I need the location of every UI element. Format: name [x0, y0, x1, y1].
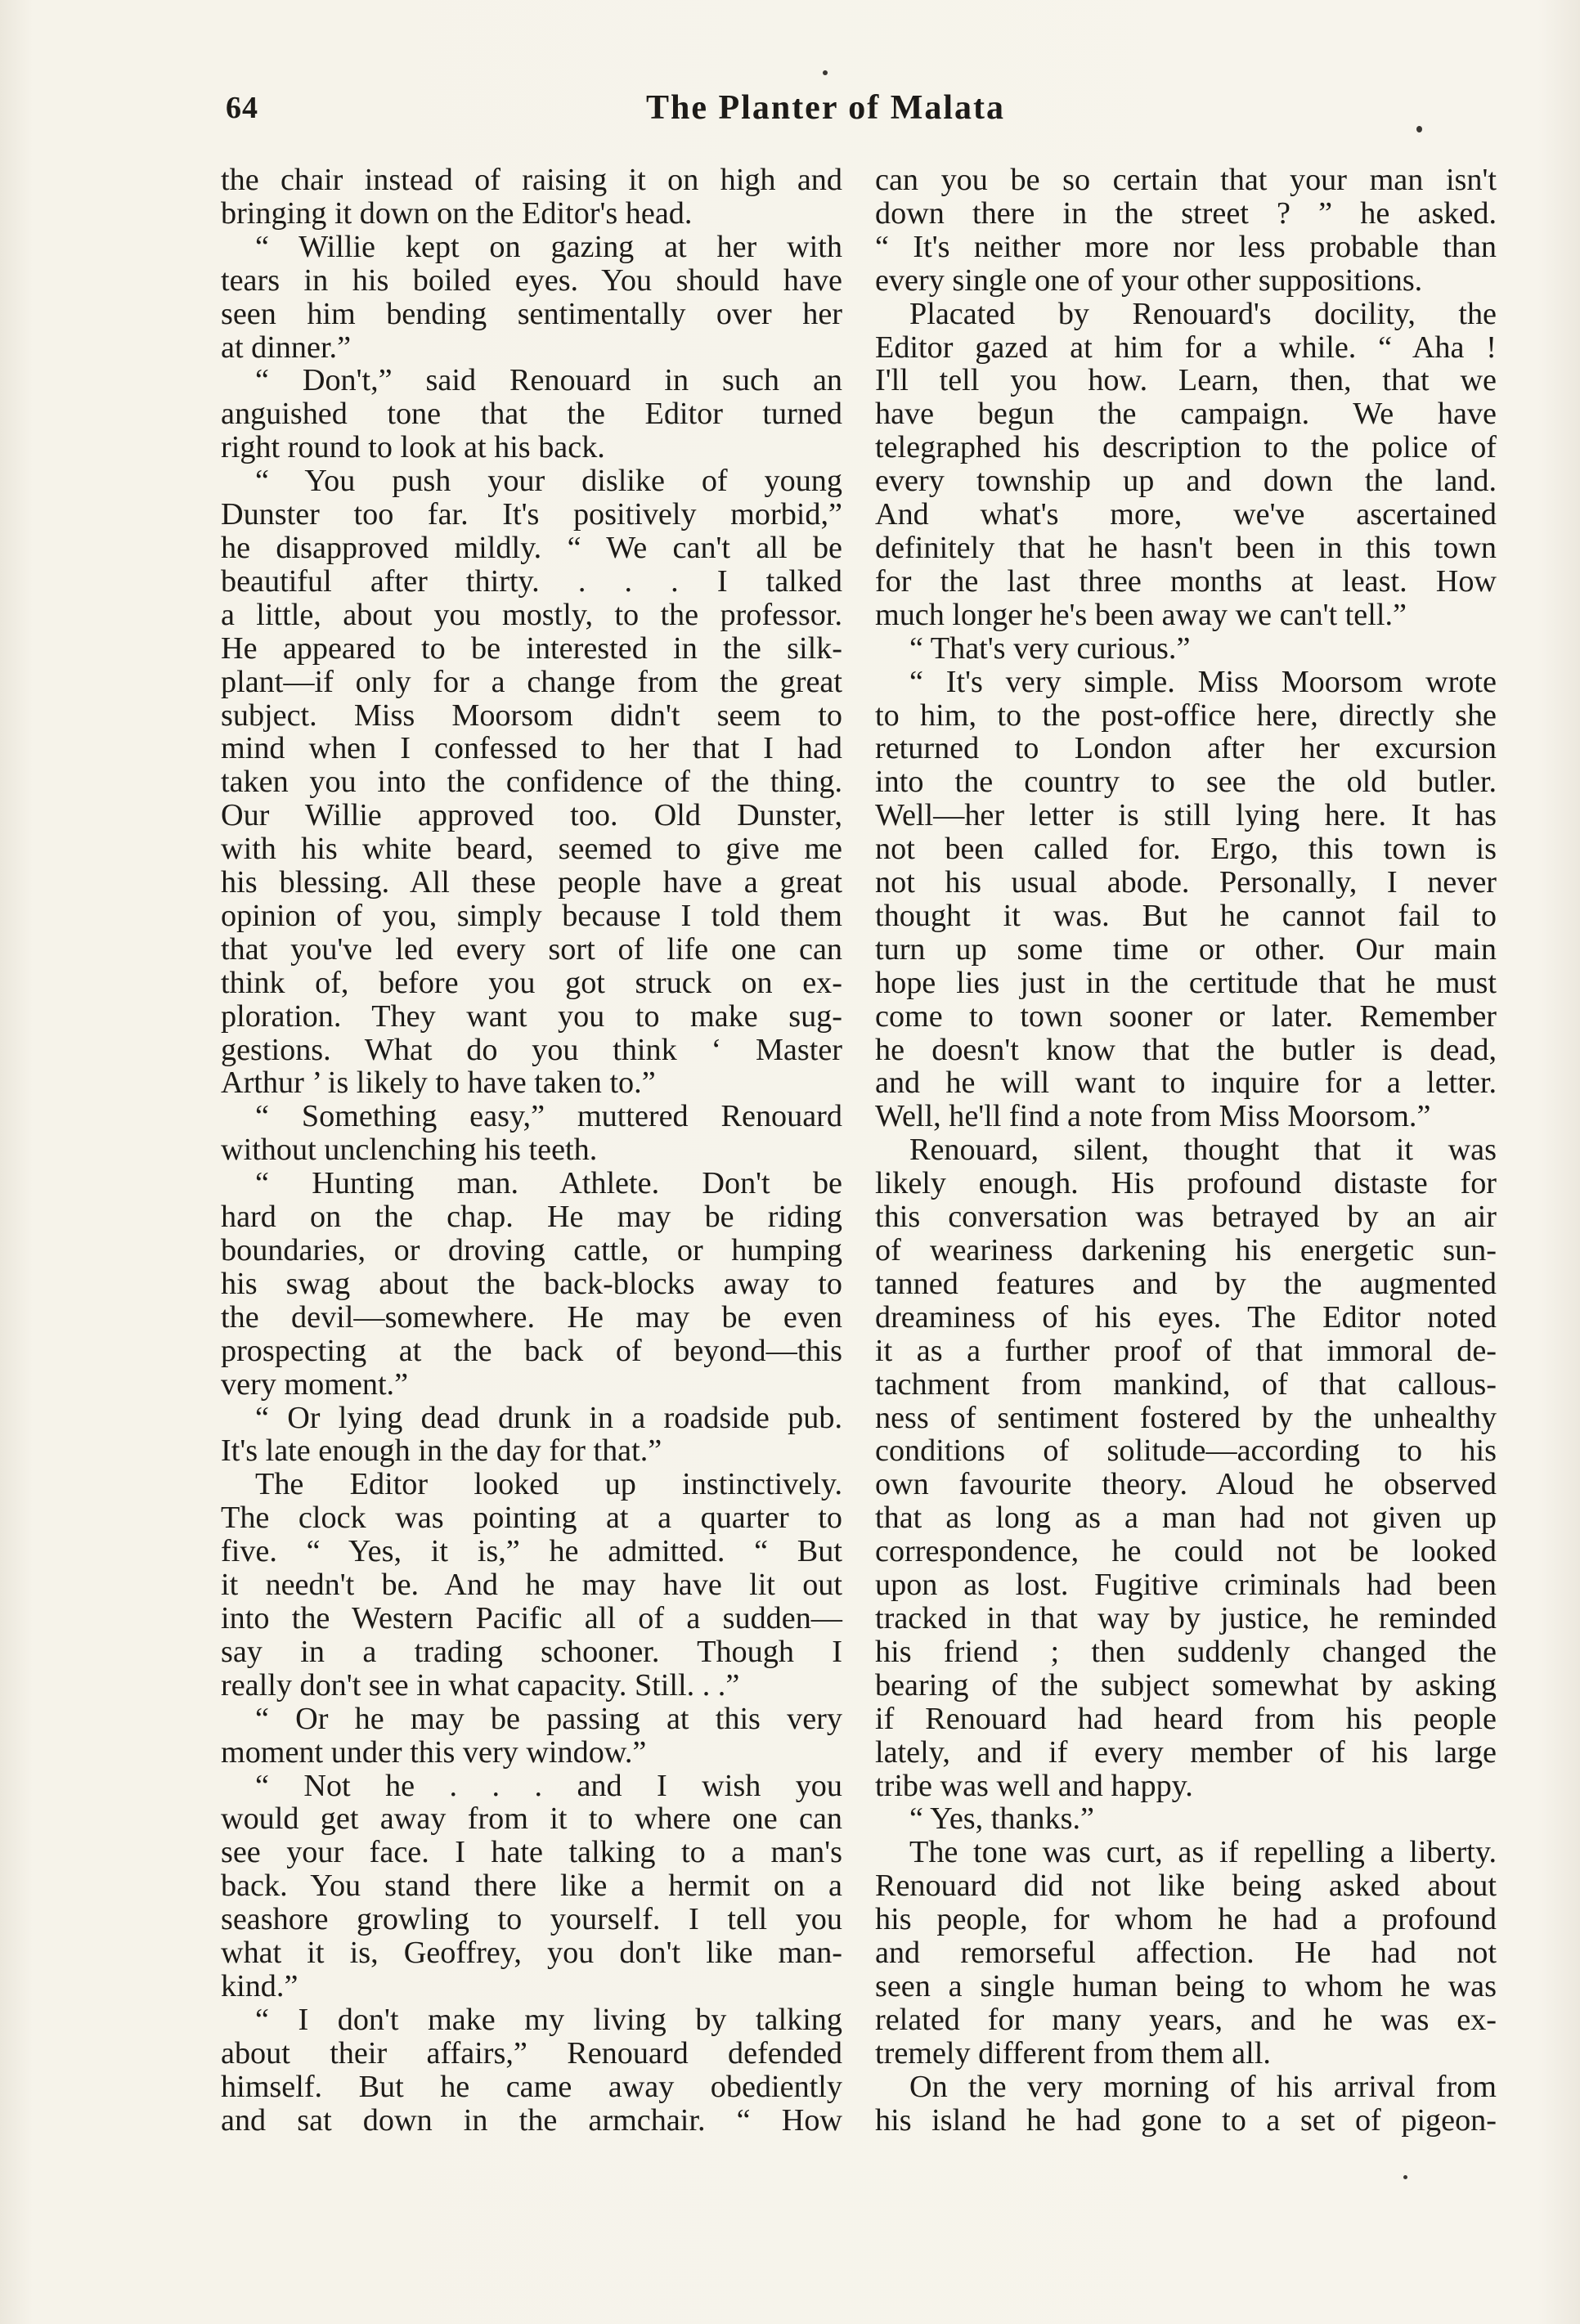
text-line: Placated by Renouard's docility, the: [909, 296, 1497, 331]
text-line: about their affairs,” Renouard defended: [221, 2035, 842, 2071]
text-line: And what's more, we've ascertained: [875, 497, 1497, 532]
text-line: turn up some time or other. Our main: [875, 931, 1497, 967]
text-line: not been called for. Ergo, this town is: [875, 832, 1497, 867]
print-speck: [823, 70, 828, 75]
page-header: [221, 83, 1497, 141]
text-line: tremely different from them all.: [875, 2035, 1271, 2071]
text-line: if Renouard had heard from his people: [875, 1701, 1497, 1736]
text-line: have begun the campaign. We have: [875, 397, 1497, 432]
text-line: his people, for whom he had a profound: [875, 1902, 1497, 1937]
text-line: On the very morning of his arrival from: [909, 2069, 1497, 2104]
text-line: “ Hunting man. Athlete. Don't be: [255, 1166, 842, 1201]
text-line: five. “ Yes, it is,” he admitted. “ But: [221, 1534, 842, 1569]
text-line: “ It's very simple. Miss Moorsom wrote: [909, 664, 1497, 699]
text-line: “ Yes, thanks.”: [909, 1801, 1094, 1837]
text-line: Editor gazed at him for a while. “ Aha !: [875, 330, 1497, 365]
text-line: can you be so certain that your man isn't: [875, 163, 1497, 197]
text-line: every township up and down the land.: [875, 464, 1497, 499]
text-line: “ It's neither more nor less probable than: [875, 229, 1497, 264]
text-line: taken you into the confidence of the thing.: [221, 765, 842, 800]
text-line: bearing of the subject somewhat by asking: [875, 1667, 1497, 1703]
text-line: back. You stand there like a hermit on a: [221, 1869, 842, 1904]
text-line: it as a further proof of that immoral de-: [875, 1333, 1497, 1368]
text-line: it needn't be. And he may have lit out: [221, 1568, 842, 1603]
text-line: Well, he'll find a note from Miss Moorsom.”: [875, 1099, 1431, 1134]
text-line: The Editor looked up instinctively.: [255, 1467, 842, 1502]
text-line: he disapproved mildly. “ We can't all be: [221, 530, 842, 565]
text-line: think of, before you got struck on ex-: [221, 965, 842, 1000]
text-line: a little, about you mostly, to the professor.: [221, 597, 842, 632]
text-line: The clock was pointing at a quarter to: [221, 1501, 842, 1536]
text-line: into the Western Pacific all of a sudden—: [221, 1600, 842, 1635]
text-line: dreaminess of his eyes. The Editor noted: [875, 1299, 1497, 1335]
text-line: “ Willie kept on gazing at her with: [255, 229, 842, 264]
text-line: seen a single human being to whom he was: [875, 1968, 1497, 2003]
text-line: opinion of you, simply because I told them: [221, 898, 842, 933]
text-line: ness of sentiment fostered by the unhealthy: [875, 1400, 1497, 1435]
text-line: Renouard did not like being asked about: [875, 1869, 1497, 1904]
text-line: and remorseful affection. He had not: [875, 1936, 1497, 1971]
print-speck: [1403, 2175, 1407, 2179]
text-line: with his white beard, seemed to give me: [221, 832, 842, 867]
text-line: likely enough. His profound distaste for: [875, 1166, 1497, 1201]
text-line: hard on the chap. He may be riding: [221, 1200, 842, 1235]
text-line: every single one of your other suppositions.: [875, 262, 1423, 298]
text-line: would get away from it to where one can: [221, 1801, 842, 1837]
text-line: the chair instead of raising it on high and: [221, 163, 842, 197]
text-line: Arthur ’ is likely to have taken to.”: [221, 1066, 656, 1101]
text-line: moment under this very window.”: [221, 1734, 647, 1770]
text-line: the devil—somewhere. He may be even: [221, 1299, 842, 1335]
text-line: tanned features and by the augmented: [875, 1266, 1497, 1301]
running-title: The Planter of Malata: [646, 89, 1005, 127]
page-number: 64: [226, 91, 258, 125]
text-line: thought it was. But he cannot fail to: [875, 898, 1497, 933]
text-line: very moment.”: [221, 1366, 409, 1402]
text-line: “ That's very curious.”: [909, 630, 1191, 666]
text-line: I'll tell you how. Learn, then, that we: [875, 363, 1497, 398]
text-line: “ You push your dislike of young: [255, 464, 842, 499]
text-line: he doesn't know that the butler is dead,: [875, 1032, 1497, 1067]
text-line: “ Not he . . . and I wish you: [255, 1768, 842, 1803]
text-line: tribe was well and happy.: [875, 1768, 1193, 1803]
text-line: his friend ; then suddenly changed the: [875, 1634, 1497, 1669]
text-line: and sat down in the armchair. “ How: [221, 2102, 842, 2138]
text-line: correspondence, he could not be looked: [875, 1534, 1497, 1569]
text-line: his blessing. All these people have a great: [221, 865, 842, 900]
text-line: really don't see in what capacity. Still. . .”: [221, 1667, 740, 1703]
text-line: right round to look at his back.: [221, 430, 605, 465]
text-line: for the last three months at least. How: [875, 563, 1497, 599]
text-line: that you've led every sort of life one can: [221, 931, 842, 967]
text-line: boundaries, or droving cattle, or humping: [221, 1233, 842, 1267]
right-text-column: [875, 164, 1497, 2137]
text-line: “ Don't,” said Renouard in such an: [255, 363, 842, 398]
text-line: Well—her letter is still lying here. It has: [875, 798, 1497, 833]
text-line: ploration. They want you to make sug-: [221, 998, 842, 1034]
text-line: to him, to the post-office here, directly she: [875, 698, 1497, 733]
text-line: conditions of solitude—according to his: [875, 1433, 1497, 1469]
text-line: that as long as a man had not given up: [875, 1501, 1497, 1536]
text-line: “ I don't make my living by talking: [255, 2002, 842, 2037]
text-line: into the country to see the old butler.: [875, 765, 1497, 800]
text-line: Dunster too far. It's positively morbid,”: [221, 497, 842, 532]
text-line: related for many years, and he was ex-: [875, 2002, 1497, 2037]
text-line: down there in the street ? ” he asked.: [875, 195, 1497, 231]
text-line: his swag about the back-blocks away to: [221, 1266, 842, 1301]
text-line: He appeared to be interested in the silk-: [221, 630, 842, 666]
text-line: tachment from mankind, of that callous-: [875, 1366, 1497, 1402]
text-line: “ Or he may be passing at this very: [255, 1701, 842, 1736]
text-line: own favourite theory. Aloud he observed: [875, 1467, 1497, 1502]
text-line: subject. Miss Moorsom didn't seem to: [221, 698, 842, 733]
text-line: definitely that he hasn't been in this town: [875, 530, 1497, 565]
text-line: Our Willie approved too. Old Dunster,: [221, 798, 842, 833]
text-line: lately, and if every member of his large: [875, 1734, 1497, 1770]
text-line: anguished tone that the Editor turned: [221, 397, 842, 432]
text-line: “ Something easy,” muttered Renouard: [255, 1099, 842, 1134]
text-line: seashore growling to yourself. I tell you: [221, 1902, 842, 1937]
text-line: plant—if only for a change from the great: [221, 664, 842, 699]
text-line: what it is, Geoffrey, you don't like man-: [221, 1936, 842, 1971]
print-speck: [1416, 126, 1422, 132]
text-line: much longer he's been away we can't tell.”: [875, 597, 1407, 632]
text-line: seen him bending sentimentally over her: [221, 296, 842, 331]
text-line: himself. But he came away obediently: [221, 2069, 842, 2104]
text-line: Renouard, silent, thought that it was: [909, 1133, 1497, 1168]
text-line: his island he had gone to a set of pigeon-: [875, 2102, 1497, 2138]
text-line: The tone was curt, as if repelling a liberty.: [909, 1835, 1497, 1870]
text-line: kind.”: [221, 1968, 298, 2003]
text-line: upon as lost. Fugitive criminals had been: [875, 1568, 1497, 1603]
text-line: It's late enough in the day for that.”: [221, 1433, 662, 1469]
text-line: “ Or lying dead drunk in a roadside pub.: [255, 1400, 842, 1435]
text-line: mind when I confessed to her that I had: [221, 731, 842, 766]
text-line: bringing it down on the Editor's head.: [221, 195, 693, 231]
text-line: say in a trading schooner. Though I: [221, 1634, 842, 1669]
text-line: gestions. What do you think ‘ Master: [221, 1032, 842, 1067]
text-line: prospecting at the back of beyond—this: [221, 1333, 842, 1368]
text-line: not his usual abode. Personally, I never: [875, 865, 1497, 900]
text-line: come to town sooner or later. Remember: [875, 998, 1497, 1034]
text-line: see your face. I hate talking to a man's: [221, 1835, 842, 1870]
text-line: this conversation was betrayed by an air: [875, 1200, 1497, 1235]
text-line: of weariness darkening his energetic sun-: [875, 1233, 1497, 1267]
text-line: returned to London after her excursion: [875, 731, 1497, 766]
text-line: tears in his boiled eyes. You should have: [221, 262, 842, 298]
text-line: tracked in that way by justice, he reminded: [875, 1600, 1497, 1635]
text-line: telegraphed his description to the police of: [875, 430, 1497, 465]
text-line: and he will want to inquire for a letter.: [875, 1066, 1497, 1101]
text-line: beautiful after thirty. . . . I talked: [221, 563, 842, 599]
text-line: without unclenching his teeth.: [221, 1133, 598, 1168]
left-text-column: [221, 164, 842, 2137]
text-line: at dinner.”: [221, 330, 352, 365]
text-line: hope lies just in the certitude that he must: [875, 965, 1497, 1000]
